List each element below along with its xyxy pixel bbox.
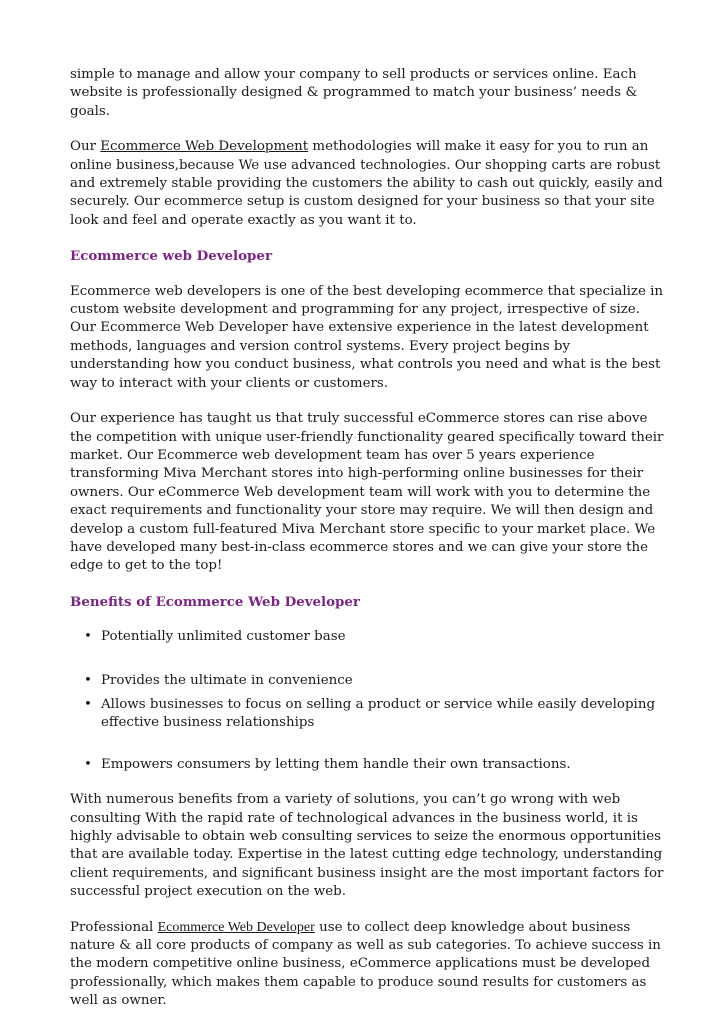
- section-heading-benefits: Benefits of Ecommerce Web Developer: [70, 593, 360, 610]
- list-item-text: Allows businesses to focus on selling a product or service while easily developing effective business relationships: [101, 696, 656, 731]
- list-item: [70, 628, 670, 646]
- text-segment: methodologies will make it easy for you to run an online business,because We use advanced technologies. Our shopping carts are robust and extremely stable providing the customers the ability to cash out quickly, easily and securely. Our ecommerce setup is custom designed for your business so that your site look and feel and operate exactly as you want it to.: [70, 139, 663, 228]
- development-paragraph: [70, 138, 670, 230]
- bullet-icon: •: [84, 756, 92, 772]
- list-item: [70, 672, 670, 690]
- ecommerce-web-development-link[interactable]: Ecommerce Web Development: [100, 139, 309, 155]
- ecommerce-web-developer-link[interactable]: Ecommerce Web Developer: [157, 919, 315, 935]
- intro-paragraph: simple to manage and allow your company to sell products or services online. Each website is professionally designed & programmed to match your business’ needs & goals.: [70, 67, 638, 119]
- benefits-list: [70, 628, 670, 774]
- list-item: [70, 756, 670, 774]
- bullet-icon: •: [84, 696, 92, 712]
- list-item-text: Potentially unlimited customer base: [101, 629, 346, 645]
- list-item-text: Empowers consumers by letting them handle their own transactions.: [101, 756, 571, 772]
- bullet-icon: •: [84, 629, 92, 645]
- text-segment: use to collect deep knowledge about business nature & all core products of company as well as sub categories. To achieve success in the modern competitive online business, eCommerce applications must be developed professionally, which makes them capable to produce sound results for customers as well as owner.: [70, 919, 661, 1009]
- professional-paragraph: [70, 919, 670, 1011]
- section-heading-developer: Ecommerce web Developer: [70, 248, 272, 265]
- developer-paragraph: Ecommerce web developers is one of the best developing ecommerce that specialize in custom website development and programming for any project, irrespective of size. Our Ecommerce Web Developer have extensive experience in the latest development methods, languages and version control systems. Every project begins by understanding how you conduct business, what controls you need and what is the best way to interact with your clients or customers.: [70, 283, 664, 391]
- document-page: [70, 66, 670, 1028]
- text-segment: Professional: [70, 919, 158, 935]
- list-item: [70, 696, 670, 733]
- experience-paragraph: Our experience has taught us that truly successful eCommerce stores can rise above the competition with unique user-friendly functionality geared specifically toward their market. Our Ecommerce web development team has over 5 years experience transforming Miva Merchant stores into high-performing online businesses for their owners. Our eCommerce Web development team will work with you to determine the exact requirements and functionality your store may require. We will then design and develop a custom full-featured Miva Merchant store specific to your market place. We have developed many best-in-class ecommerce stores and we can give your store the edge to get to the top!: [70, 411, 664, 574]
- list-item-text: Provides the ultimate in convenience: [101, 672, 353, 688]
- consulting-paragraph: With numerous benefits from a variety of solutions, you can’t go wrong with web consulting With the rapid rate of technological advances in the business world, it is highly advisable to obtain web consulting services to seize the enormous opportunities that are available today. Expertise in the latest cutting edge technology, understanding client requirements, and significant business insight are the most important factors for successful project execution on the web.: [70, 792, 664, 900]
- text-segment: Our: [70, 139, 101, 155]
- bullet-icon: •: [84, 672, 92, 688]
